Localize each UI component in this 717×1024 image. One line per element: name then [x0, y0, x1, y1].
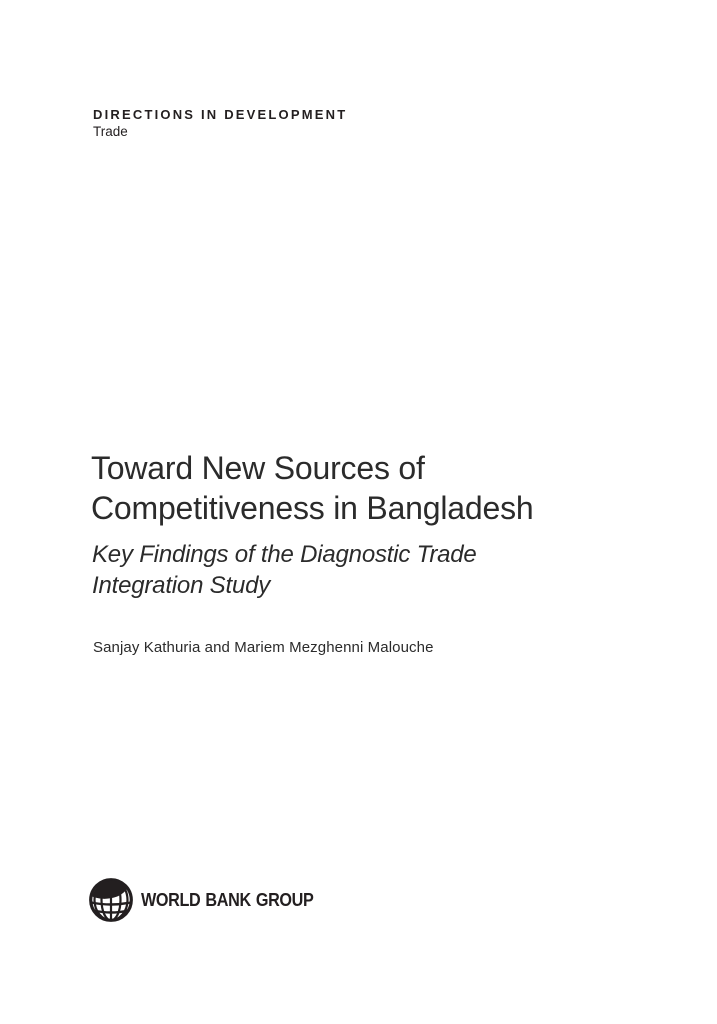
series-block [93, 106, 347, 140]
authors: Sanjay Kathuria and Mariem Mezghenni Malouche [93, 639, 434, 656]
book-title-line-1: Toward New Sources of [91, 450, 425, 486]
book-subtitle-line-1: Key Findings of the Diagnostic Trade [92, 541, 477, 568]
series-category: Trade [93, 124, 128, 139]
book-subtitle-line-2: Integration Study [92, 572, 271, 599]
globe-icon [88, 877, 134, 923]
book-title-line-2: Competitiveness in Bangladesh [91, 490, 534, 526]
series-title: DIRECTIONS IN DEVELOPMENT [93, 107, 348, 122]
book-title [91, 448, 533, 528]
book-subtitle [92, 539, 477, 601]
logo-wordmark: WORLD BANK GROUP [141, 889, 314, 910]
world-bank-group-logo [88, 877, 333, 923]
